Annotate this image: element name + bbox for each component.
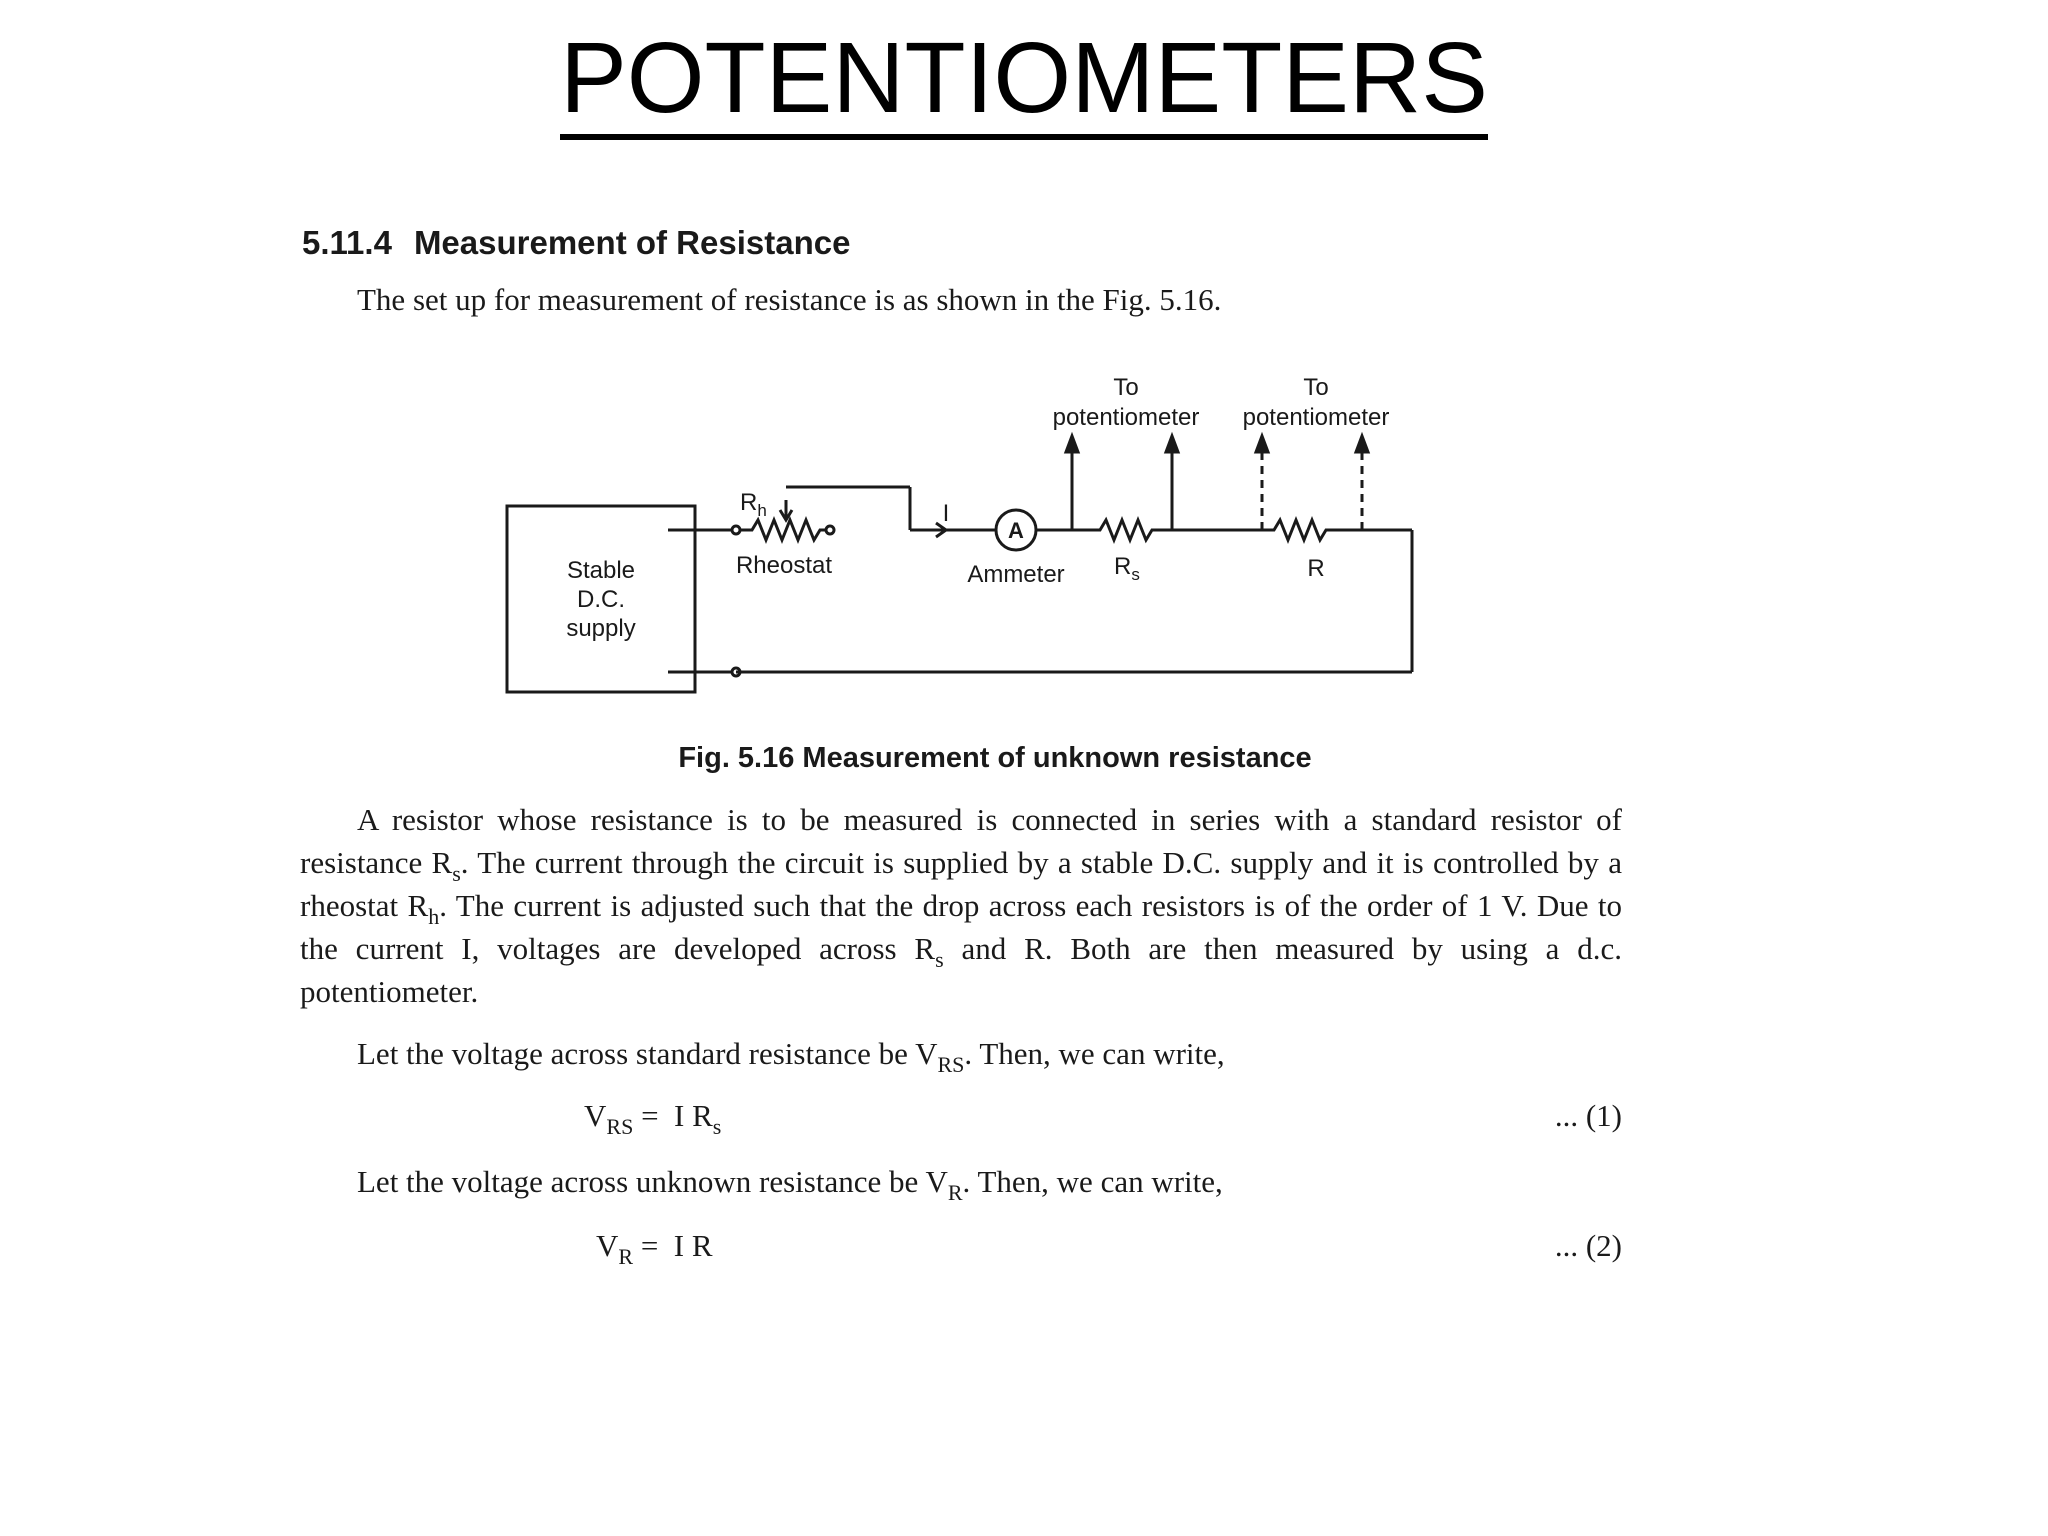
current-label: I (942, 500, 950, 527)
rheostat-symbol: $R_h$ (740, 489, 767, 520)
to-potentiometer-label: potentiometer (1242, 404, 1390, 431)
supply-label: supply (566, 615, 636, 642)
r-resistor-icon (1268, 520, 1334, 540)
rs-label: $R_s$ (1114, 553, 1140, 584)
equation-2-number: ... (2) (1554, 1228, 1622, 1263)
body-paragraph: A resistor whose resistance is to be measured is connected in series with a standard resistor of resistance $R_s$. The current through the circuit is supplied by a stable D.C. supply and it is controlled by a rheostat $R_h$. The current is adjusted such that the drop across each resistors is of the order of 1 V. Due to the current I, voltages are developed across $R_s$ and R. Both are then measured by using a d.c. potentiometer. (300, 802, 1623, 1009)
circuit-diagram (0, 0, 2048, 760)
body-line-vr: Let the voltage across unknown resistance be $V_R$. Then, we can write, (357, 1164, 1223, 1205)
r-label: R (1307, 555, 1325, 582)
supply-label: D.C. (577, 586, 625, 613)
to-potentiometer-label: To (1303, 374, 1329, 401)
intro-text: The set up for measurement of resistance is as shown in the Fig. 5.16. (357, 282, 1222, 317)
section-number: 5.11.4 (302, 224, 392, 261)
ammeter-label: Ammeter (967, 561, 1065, 588)
figure-caption: Fig. 5.16 Measurement of unknown resistance (678, 742, 1312, 774)
rs-resistor-icon (1094, 520, 1158, 540)
rheostat-resistor-icon (740, 520, 826, 540)
to-potentiometer-label: To (1113, 374, 1139, 401)
to-potentiometer-label: potentiometer (1052, 404, 1200, 431)
ammeter-symbol: A (1008, 518, 1024, 543)
rheostat-label: Rheostat (735, 552, 833, 579)
equation-1: $V_{RS} = I$ $R_s$ (584, 1098, 722, 1139)
terminal (732, 526, 740, 534)
terminal (826, 526, 834, 534)
body-line-vrs: Let the voltage across standard resistance be $V_{RS}$. Then, we can write, (357, 1036, 1225, 1077)
slide-title-text: POTENTIOMETERS (560, 22, 1488, 140)
supply-label: Stable (566, 557, 636, 584)
equation-2: $V_R = I$ R (596, 1228, 713, 1269)
section-heading-text: Measurement of Resistance (413, 224, 851, 261)
equation-1-number: ... (1) (1554, 1098, 1622, 1133)
